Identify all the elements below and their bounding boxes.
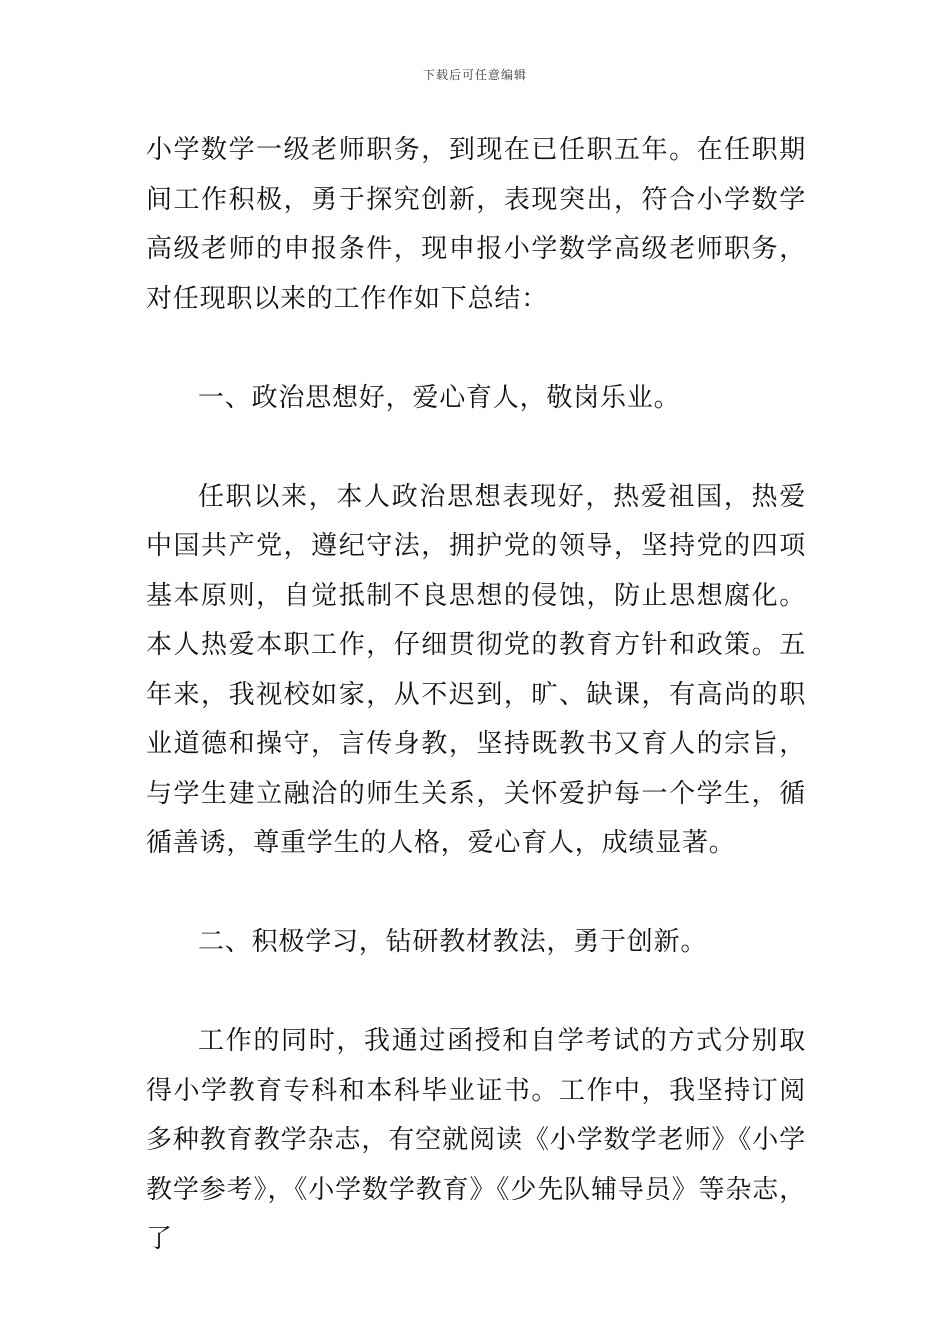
section-heading-1: 一、政治思想好，爱心育人，敬岗乐业。 [198, 382, 681, 413]
section-heading-2: 二、积极学习，钻研教材教法，勇于创新。 [198, 927, 708, 957]
paragraph-section-1: 任职以来，本人政治思想表现好，热爱祖国，热爱中国共产党，遵纪守法，拥护党的领导，坚持党的四项基本原则，自觉抵制不良思想的侵蚀，防止思想腐化。本人热爱本职工作，仔细贯彻党的教育方针和政策。五年来，我视校如家，从不迟到，旷、缺课，有高尚的职业道德和操守，言传身教，坚持既教书又育人的宗旨，与学生建立融洽的师生关系，关怀爱护每一个学生，循循善诱，尊重学生的人格，爱心育人，成绩显著。 [146, 481, 806, 858]
document-body [146, 126, 806, 1265]
paragraph-intro: 小学数学一级老师职务，到现在已任职五年。在任职期间工作积极，勇于探究创新，表现突出，符合小学数学高级老师的申报条件，现申报小学数学高级老师职务，对任现职以来的工作作如下总结： [146, 135, 806, 314]
page-header-note: 下载后可任意编辑 [422, 68, 527, 82]
paragraph-section-2: 工作的同时，我通过函授和自学考试的方式分别取得小学教育专科和本科毕业证书。工作中，我坚持订阅多种教育教学杂志，有空就阅读《小学数学老师》《小学教学参考》，《小学数学教育》《少先队辅导员》等杂志，了 [146, 1026, 806, 1254]
